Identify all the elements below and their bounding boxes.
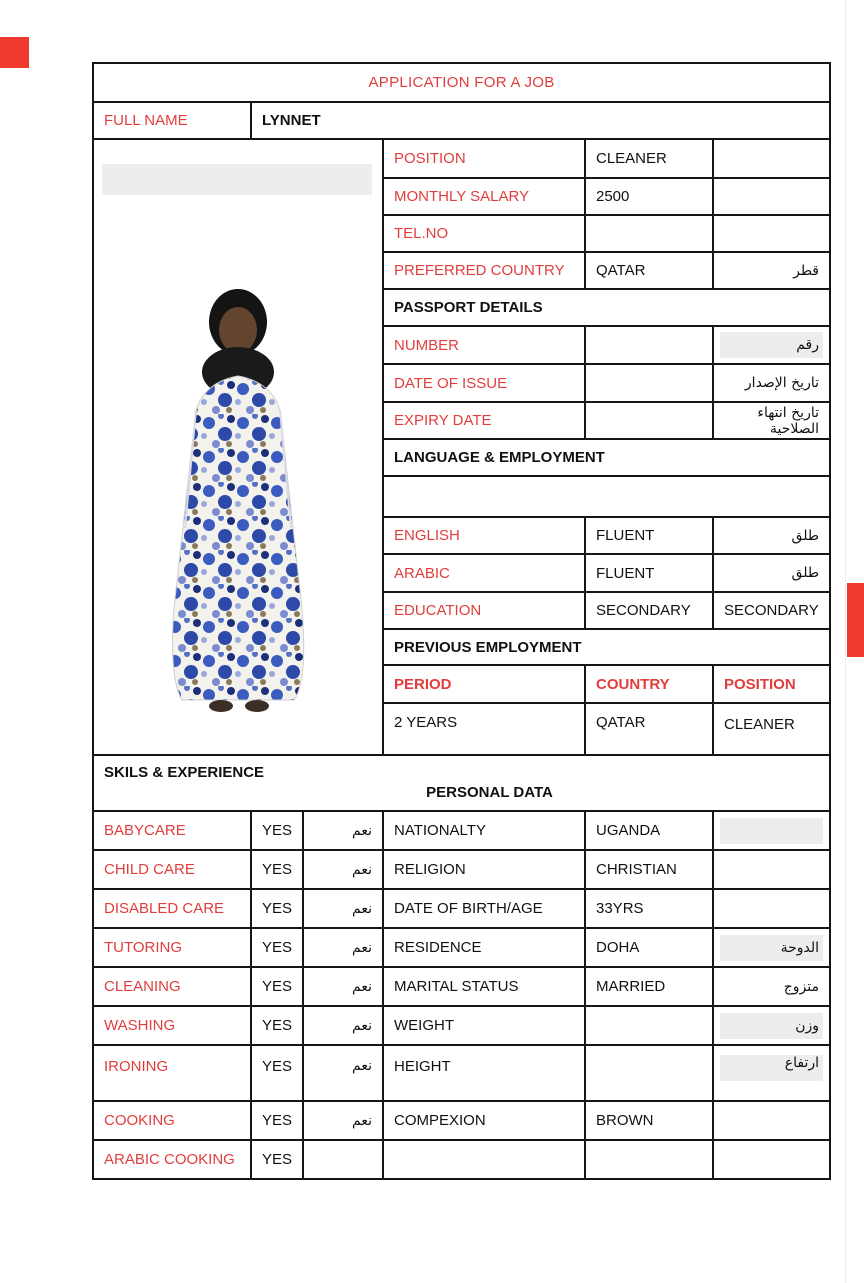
field-value-arabic: رقم — [796, 337, 819, 353]
field-value: SECONDARY — [596, 602, 691, 619]
field-label: NUMBER — [394, 336, 460, 354]
page-edge-line — [845, 0, 846, 1283]
previous-employment-header-row — [384, 628, 829, 664]
skill-value: YES — [262, 1112, 293, 1129]
skill-label: ARABIC COOKING — [104, 1151, 235, 1168]
application-form — [92, 62, 831, 1180]
field-value-arabic: طلق — [791, 565, 819, 581]
field-value: CLEANER — [596, 150, 667, 167]
skill-value: YES — [262, 1058, 293, 1075]
photo-cell — [94, 140, 382, 754]
field-label: PREFERRED COUNTRY — [394, 262, 565, 279]
field-value: FLUENT — [596, 527, 655, 544]
skill-value-arabic: نعم — [352, 1017, 372, 1034]
personal-label: RELIGION — [394, 861, 466, 878]
field-label: EDUCATION — [394, 602, 482, 619]
skills-personal-header — [94, 754, 829, 810]
skill-value-arabic: نعم — [352, 822, 372, 839]
field-value: 2500 — [596, 188, 630, 205]
personal-value-arabic: ارتفاع — [784, 1055, 819, 1071]
details-column — [382, 140, 829, 754]
personal-label: RESIDENCE — [394, 939, 482, 956]
form-title: APPLICATION FOR A JOB — [368, 74, 555, 91]
skill-value-arabic: نعم — [352, 978, 372, 995]
field-label: TEL.NO — [394, 225, 449, 242]
personal-value: MARRIED — [596, 978, 666, 995]
field-value-arabic: تاريخ الإصدار — [744, 375, 819, 391]
row-tel-no — [384, 214, 829, 251]
section-header: PREVIOUS EMPLOYMENT — [394, 638, 582, 656]
skill-label: IRONING — [104, 1058, 169, 1075]
personal-value-arabic: وزن — [795, 1017, 819, 1034]
field-value-arabic: طلق — [791, 527, 819, 544]
row-preferred-country — [384, 251, 829, 288]
row-education — [384, 591, 829, 628]
skill-label: WASHING — [104, 1017, 176, 1034]
row-monthly-salary — [384, 177, 829, 214]
column-header: COUNTRY — [596, 675, 670, 693]
field-value-secondary: SECONDARY — [724, 602, 819, 619]
redacted-block — [102, 164, 372, 195]
skill-value-arabic: نعم — [352, 900, 372, 917]
skill-value-arabic: نعم — [352, 861, 372, 878]
full-name-row — [94, 101, 829, 138]
column-header: POSITION — [724, 675, 796, 693]
personal-value-arabic: الدوحة — [780, 939, 819, 956]
personal-label: DATE OF BIRTH/AGE — [394, 900, 543, 917]
personal-value: BROWN — [596, 1112, 654, 1129]
skill-label: CLEANING — [104, 978, 181, 995]
applicant-photo — [133, 278, 343, 718]
skill-value-arabic: نعم — [352, 1058, 372, 1074]
row-cooking-compexion — [94, 1100, 829, 1139]
personal-label: WEIGHT — [394, 1017, 454, 1034]
skill-value: YES — [262, 822, 293, 839]
row-english — [384, 516, 829, 553]
skill-value: YES — [262, 939, 293, 956]
main-section — [94, 138, 829, 754]
redacted-block — [720, 818, 823, 844]
previous-employment-values-row — [384, 702, 829, 754]
skill-value: YES — [262, 978, 293, 995]
field-value-arabic: قطر — [793, 262, 819, 279]
skill-label: BABYCARE — [104, 822, 186, 839]
full-name-label: FULL NAME — [104, 112, 188, 129]
skill-value-arabic: نعم — [352, 939, 372, 956]
skill-value: YES — [262, 1151, 293, 1168]
skill-value: YES — [262, 861, 293, 878]
employment-period: 2 YEARS — [394, 714, 458, 731]
field-label: EXPIRY DATE — [394, 412, 492, 429]
personal-value: DOHA — [596, 939, 640, 956]
personal-value: UGANDA — [596, 822, 661, 839]
field-value: FLUENT — [596, 564, 655, 582]
field-value-arabic: تاريخ انتهاء الصلاحية — [757, 404, 819, 437]
row-washing-weight — [94, 1005, 829, 1044]
empty-spacer-row — [384, 475, 829, 516]
field-label: POSITION — [394, 150, 466, 167]
personal-label: HEIGHT — [394, 1058, 451, 1075]
row-cleaning-marital — [94, 966, 829, 1005]
row-childcare-religion — [94, 849, 829, 888]
row-tutoring-residence — [94, 927, 829, 966]
section-header: LANGUAGE & EMPLOYMENT — [394, 449, 605, 466]
field-label: DATE OF ISSUE — [394, 374, 508, 392]
row-babycare-nationality — [94, 810, 829, 849]
personal-value: CHRISTIAN — [596, 861, 677, 878]
personal-label: COMPEXION — [394, 1112, 486, 1129]
form-title-row — [94, 64, 829, 101]
field-value: QATAR — [596, 262, 646, 279]
skill-label: CHILD CARE — [104, 861, 195, 878]
full-name-value-cell — [250, 103, 829, 138]
field-label: ENGLISH — [394, 527, 460, 544]
full-name-value: LYNNET — [262, 112, 321, 129]
personal-value-arabic: متزوج — [783, 978, 819, 995]
skill-label: TUTORING — [104, 939, 183, 956]
skill-value: YES — [262, 900, 293, 917]
personal-label: NATIONALTY — [394, 822, 486, 839]
row-arabic — [384, 553, 829, 591]
field-label: MONTHLY SALARY — [394, 188, 530, 205]
passport-details-header-row — [384, 288, 829, 325]
skill-value-arabic: نعم — [352, 1112, 372, 1129]
employment-position: CLEANER — [724, 716, 795, 733]
personal-data-header: PERSONAL DATA — [426, 783, 553, 801]
skill-label: DISABLED CARE — [104, 900, 225, 917]
personal-label: MARITAL STATUS — [394, 978, 519, 995]
row-position — [384, 140, 829, 177]
previous-employment-columns-row — [384, 664, 829, 702]
row-ironing-height — [94, 1044, 829, 1100]
personal-value: 33YRS — [596, 900, 644, 917]
row-date-of-issue — [384, 363, 829, 401]
row-passport-number — [384, 325, 829, 363]
column-header: PERIOD — [394, 675, 452, 693]
red-edge-marker — [847, 583, 864, 657]
employment-country: QATAR — [596, 714, 646, 731]
language-employment-header-row — [384, 438, 829, 475]
field-label: ARABIC — [394, 564, 450, 582]
full-name-label-cell — [94, 103, 250, 138]
row-expiry-date — [384, 401, 829, 438]
skill-label: COOKING — [104, 1112, 175, 1129]
section-header: PASSPORT DETAILS — [394, 299, 543, 316]
skills-header: SKILS & EXPERIENCE — [104, 763, 265, 781]
red-corner-marker — [0, 37, 29, 68]
row-disabledcare-dob — [94, 888, 829, 927]
row-arabic-cooking — [94, 1139, 829, 1178]
skill-value: YES — [262, 1017, 293, 1034]
